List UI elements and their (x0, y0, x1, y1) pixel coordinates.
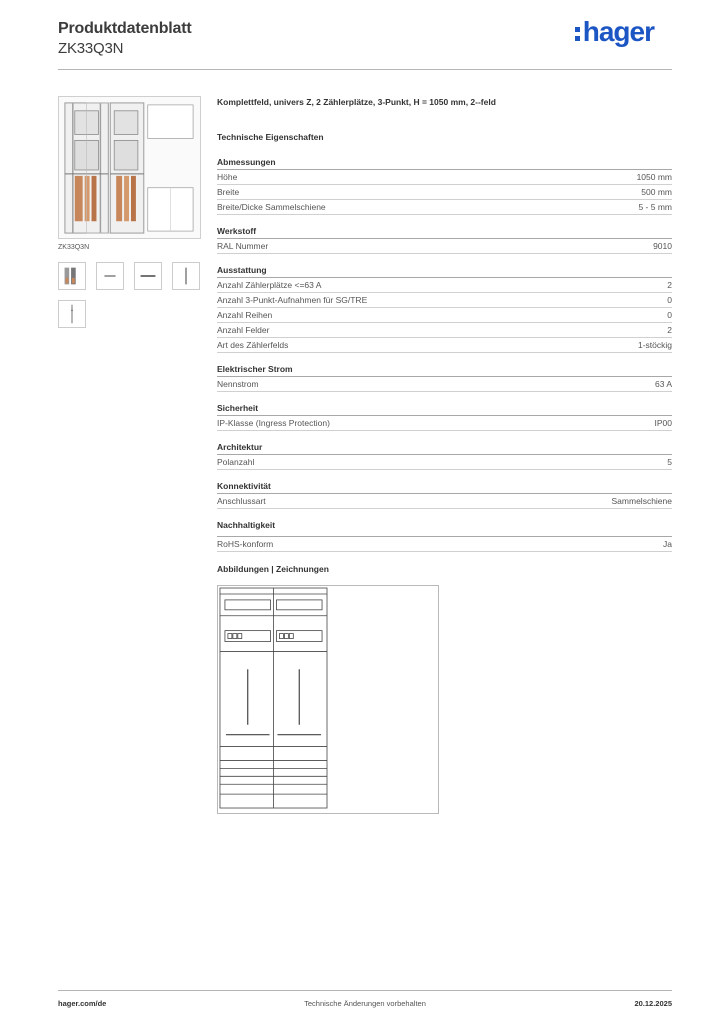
spec-row (217, 338, 672, 353)
spec-row (217, 377, 672, 392)
page-footer (58, 990, 672, 1014)
spec-section-equipment (217, 264, 672, 353)
spec-section-sustainability (217, 519, 672, 552)
spec-label: Höhe (217, 172, 238, 182)
spec-value: 0 (667, 295, 672, 305)
spec-value: 1-stöckig (637, 340, 672, 350)
spec-row (217, 239, 672, 254)
drawings-heading: Abbildungen | Zeichnungen (217, 564, 329, 574)
spec-value: IP00 (654, 418, 672, 428)
spec-row (217, 537, 672, 552)
logo-colon-icon (575, 27, 580, 41)
spec-row (217, 494, 672, 509)
spec-row (217, 308, 672, 323)
footer-date: 20.12.2025 (634, 999, 672, 1008)
spec-value: 0 (667, 310, 672, 320)
spec-value: Ja (663, 539, 672, 549)
spec-value: 9010 (653, 241, 672, 251)
spec-row (217, 293, 672, 308)
section-title: Sicherheit (217, 402, 672, 416)
spec-value: Sammelschiene (611, 496, 672, 506)
spec-value: 5 (667, 457, 672, 467)
spec-label: Breite (217, 187, 240, 197)
product-description: Komplettfeld, univers Z, 2 Zählerplätze, 3-Punkt, H = 1050 mm, 2--feld (217, 97, 496, 107)
spec-label: IP-Klasse (Ingress Protection) (217, 418, 330, 428)
section-title: Architektur (217, 441, 672, 455)
spec-value: 1050 mm (636, 172, 672, 182)
section-title: Konnektivität (217, 480, 672, 494)
spec-label: Anzahl Zählerplätze <=63 A (217, 280, 322, 290)
thumbnail-drawing-icon (135, 263, 161, 289)
spec-row (217, 185, 672, 200)
spec-label: RoHS-konform (217, 539, 274, 549)
spec-row (217, 200, 672, 215)
brand-logo[interactable] (575, 16, 654, 48)
technical-properties-heading: Technische Eigenschaften (217, 132, 324, 142)
technical-drawing[interactable] (217, 585, 439, 814)
technical-drawing-image (218, 586, 438, 813)
spec-label: Nennstrom (217, 379, 259, 389)
spec-label: Art des Zählerfelds (217, 340, 289, 350)
brand-name: hager (582, 16, 654, 47)
spec-value: 63 A (654, 379, 672, 389)
spec-label: RAL Nummer (217, 241, 269, 251)
thumbnail-1[interactable] (58, 262, 86, 290)
thumbnail-4[interactable] (172, 262, 200, 290)
section-title: Ausstattung (217, 264, 672, 278)
document-subtitle: ZK33Q3N (58, 40, 124, 57)
section-title: Elektrischer Strom (217, 363, 672, 377)
spec-section-safety (217, 402, 672, 431)
thumbnail-drawing-icon (173, 263, 199, 289)
section-title: Nachhaltigkeit (217, 519, 672, 537)
footer-notice: Technische Änderungen vorbehalten (304, 999, 426, 1008)
spec-section-connectivity (217, 480, 672, 509)
spec-label: Anzahl Reihen (217, 310, 273, 320)
spec-label: Anzahl 3-Punkt-Aufnahmen für SG/TRE (217, 295, 368, 305)
thumbnail-2[interactable] (96, 262, 124, 290)
spec-section-architecture (217, 441, 672, 470)
spec-value: 500 mm (641, 187, 672, 197)
spec-label: Anschlussart (217, 496, 266, 506)
product-photo[interactable] (58, 96, 201, 239)
thumbnail-drawing-icon (59, 301, 85, 327)
thumbnail-photo-icon (59, 263, 85, 289)
spec-row (217, 323, 672, 338)
spec-value: 5 - 5 mm (638, 202, 672, 212)
spec-section-material (217, 225, 672, 254)
spec-label: Breite/Dicke Sammelschiene (217, 202, 326, 212)
thumbnail-drawing-icon (97, 263, 123, 289)
spec-label: Anzahl Felder (217, 325, 270, 335)
thumbnail-3[interactable] (134, 262, 162, 290)
section-title: Abmessungen (217, 156, 672, 170)
section-title: Werkstoff (217, 225, 672, 239)
specification-content (217, 96, 672, 552)
spec-section-dimensions (217, 156, 672, 215)
spec-value: 2 (667, 325, 672, 335)
photo-caption: ZK33Q3N (58, 244, 90, 251)
thumbnail-5[interactable] (58, 300, 86, 328)
spec-row (217, 170, 672, 185)
document-title: Produktdatenblatt (58, 20, 192, 37)
spec-row (217, 416, 672, 431)
spec-row (217, 455, 672, 470)
spec-value: 2 (667, 280, 672, 290)
page-header (58, 16, 672, 70)
product-photo-image (59, 97, 200, 238)
footer-website-link[interactable]: hager.com/de (58, 999, 107, 1008)
spec-label: Polanzahl (217, 457, 255, 467)
spec-section-electric-current (217, 363, 672, 392)
spec-row (217, 278, 672, 293)
